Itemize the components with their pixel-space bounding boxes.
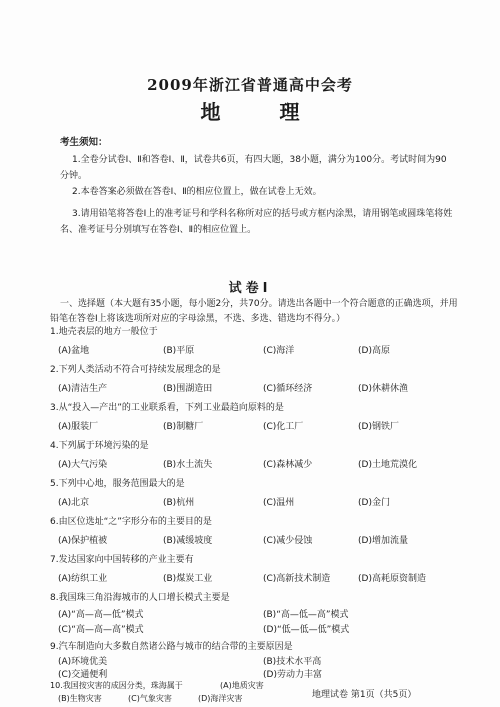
option: (A)盆地	[58, 346, 90, 356]
option: (D)增加流量	[358, 536, 408, 546]
option: (A)保护植被	[58, 536, 108, 546]
page-footer: 地理试卷 第1页（共5页）	[312, 690, 417, 700]
option: (A)服装厂	[58, 422, 99, 432]
question-stem: 1.地壳表层的地方一般位于	[50, 327, 158, 337]
option: (C)高新技术制造	[263, 574, 331, 584]
question-stem: 8.我国珠三角沿海城市的人口增长模式主要是	[50, 593, 230, 603]
option: (C)“高—高—高”模式	[58, 625, 144, 635]
option: (D)休耕休渔	[358, 384, 408, 394]
notice-item: 1.全卷分试卷Ⅰ、Ⅱ和答卷Ⅰ、Ⅱ，试卷共6页，有四大题，38小题，满分为100分。考试时间为90分钟。	[60, 155, 447, 181]
option: (C)温州	[263, 498, 295, 508]
option: (B)生物灾害	[58, 694, 102, 703]
section-instructions: 一、选择题（本大题有35小题，每小题2分，共70分。请选出各题中一个符合题意的正确选项，并用铅笔在答卷Ⅰ上将该选项所对应的字母涂黑，不选、多选、错选均不得分。）	[50, 299, 458, 324]
option: (C)气象灾害	[128, 694, 172, 703]
option: (A)环境优美	[58, 657, 108, 667]
option: (A)清洁生产	[58, 384, 108, 394]
question-stem: 7.发达国家向中国转移的产业主要有	[50, 555, 194, 565]
option: (D)高原	[358, 346, 390, 356]
option: (D)土地荒漠化	[358, 460, 417, 470]
option: (C)化工厂	[263, 422, 304, 432]
option: (D)劳动力丰富	[263, 670, 322, 680]
option: (B)围湖造田	[163, 384, 213, 394]
option: (D)“低—低—低”模式	[263, 625, 350, 635]
option: (A)“高—高—低”模式	[58, 610, 144, 620]
notice-heading: 考生须知：	[60, 137, 108, 148]
option: (D)金门	[358, 498, 390, 508]
question-stem: 5.下列中心地，服务范围最大的是	[50, 479, 185, 489]
option: (A)地质灾害	[220, 681, 264, 690]
option: (B)减缓坡度	[163, 536, 213, 546]
notice-item: 2.本卷答案必须做在答卷Ⅰ、Ⅱ的相应位置上，做在试卷上无效。	[72, 187, 322, 197]
option: (A)北京	[58, 498, 90, 508]
option: (A)纺织工业	[58, 574, 108, 584]
option: (D)高耗原资制造	[358, 574, 426, 584]
question-stem: 10.我国按灾害的成因分类，珠海属于	[50, 681, 183, 690]
notice-item: 3.请用铅笔将答卷Ⅰ上的准考证号和学科名称所对应的括号或方框内涂黑，请用钢笔或圆珠笔将姓名、准考证号分别填写在答卷Ⅰ、Ⅱ的相应位置上。	[60, 209, 453, 235]
option: (B)杭州	[163, 498, 195, 508]
exam-title: 2009年浙江省普通高中会考	[147, 76, 353, 94]
option: (C)森林减少	[263, 460, 313, 470]
option: (D)钢铁厂	[358, 422, 399, 432]
option: (C)海洋	[263, 346, 295, 356]
question-stem: 4.下列属于环境污染的是	[50, 441, 149, 451]
option: (B)煤炭工业	[163, 574, 213, 584]
option: (B)平原	[163, 346, 195, 356]
question-stem: 6.由区位选址“之”字形分布的主要目的是	[50, 517, 212, 527]
option: (B)技术水平高	[263, 657, 322, 667]
question-stem: 2.下列人类活动不符合可持续发展理念的是	[50, 365, 221, 375]
option: (B)水土流失	[163, 460, 213, 470]
option: (D)海洋灾害	[198, 694, 243, 703]
option: (B)“高—低—高”模式	[263, 610, 349, 620]
question-stem: 3.从“投入—产出”的工业联系看，下列工业最趋向原料的是	[50, 403, 284, 413]
option: (C)循环经济	[263, 384, 313, 394]
section-title: 试卷Ⅰ	[228, 281, 272, 296]
question-stem: 9.汽车制造向大多数自然诸公路与城市的结合带的主要原因是	[50, 642, 293, 652]
option: (B)制糖厂	[163, 422, 204, 432]
option: (A)大气污染	[58, 460, 108, 470]
option: (C)减少侵蚀	[263, 536, 313, 546]
subject-title: 地 理	[200, 100, 326, 124]
option: (C)交通便利	[58, 670, 108, 680]
